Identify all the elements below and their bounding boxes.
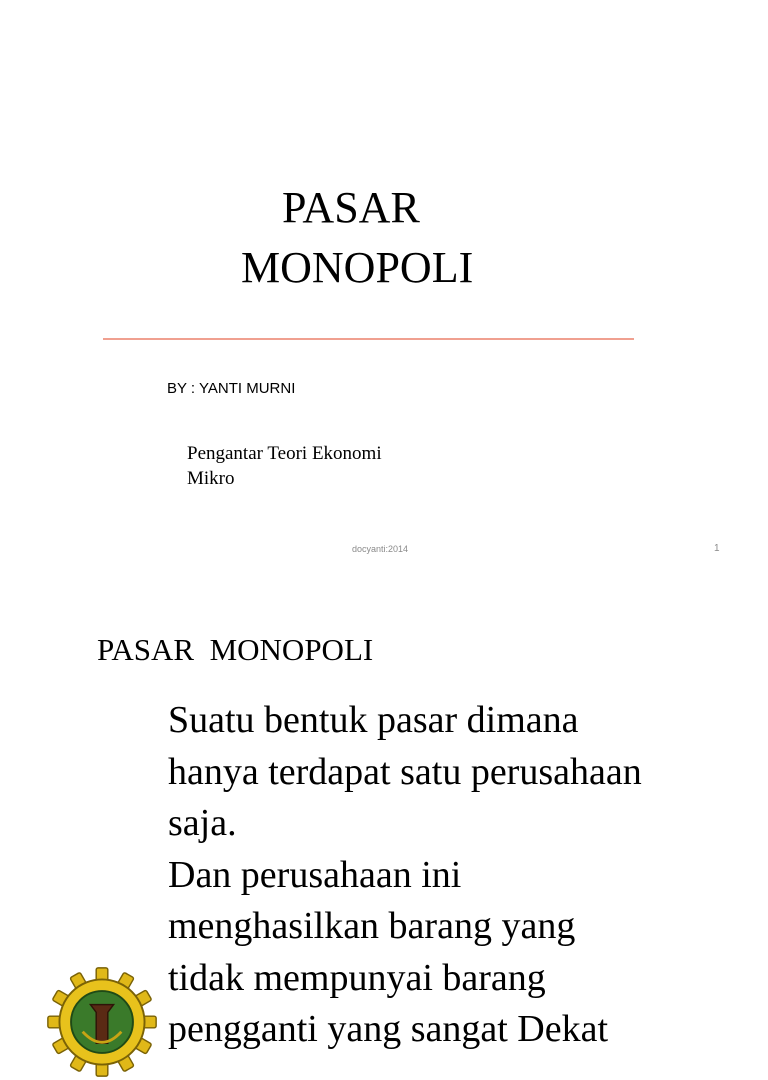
body-line: Dan perusahaan ini — [168, 853, 462, 896]
body-line: menghasilkan barang yang — [168, 905, 576, 947]
page-number: 1 — [714, 543, 720, 554]
title-divider — [103, 338, 634, 340]
body-line: Suatu bentuk pasar dimana — [168, 699, 579, 741]
subtitle-line-2: Mikro — [187, 468, 235, 489]
content-slide — [0, 600, 768, 1050]
body-line: pengganti yang sangat Dekat — [168, 1008, 609, 1050]
slide-subtitle — [187, 441, 382, 491]
slide-title-line-2: MONOPOLI — [241, 243, 474, 292]
subtitle-line-1: Pengantar Teori Ekonomi — [187, 443, 382, 464]
slide-title-line-1: PASAR — [282, 183, 420, 232]
body-line: hanya terdapat satu perusahaan — [168, 750, 642, 793]
body-line: tidak mempunyai barang — [168, 956, 546, 999]
slide-heading: PASAR MONOPOLI — [97, 632, 374, 667]
slide-body-text — [168, 695, 642, 1056]
slide-footer: docyanti:2014 — [352, 544, 409, 554]
author-byline: BY : YANTI MURNI — [167, 380, 296, 397]
body-line: saja. — [168, 802, 237, 844]
gear-emblem-icon — [44, 964, 160, 1080]
